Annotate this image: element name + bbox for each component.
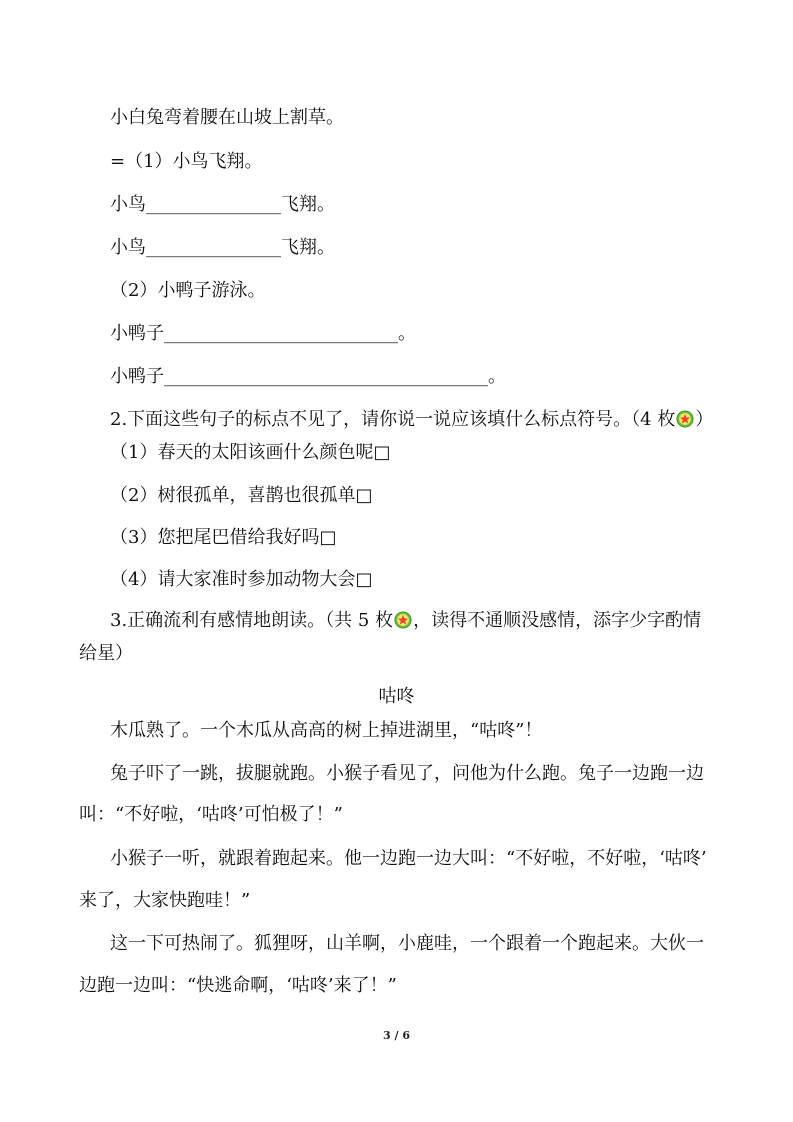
text-line: 小白兔弯着腰在山坡上割草。 [110, 107, 344, 128]
story-paragraph: 这一下可热闹了。狐狸呀，山羊啊，小鹿哇，一个跟着一个跑起来。大伙一 [110, 933, 704, 954]
text-line: 小鸭子__________________________。 [110, 323, 416, 344]
story-paragraph-cont: 来了，大家快跑哇！” [79, 890, 251, 911]
star-badge-icon [394, 611, 412, 629]
question-2-item: （1）春天的太阳该画什么颜色呢□ [110, 442, 391, 463]
question-2-heading [110, 408, 713, 432]
story-paragraph: 木瓜熟了。一个木瓜从高高的树上掉进湖里，“咕咚”！ [110, 720, 543, 741]
story-paragraph-cont: 叫：“不好啦，‘咕咚’可怕极了！” [79, 804, 343, 825]
text-line: 小鸟_______________飞翔。 [110, 194, 335, 215]
question-2-item: （4）请大家准时参加动物大会□ [110, 569, 373, 590]
star-badge-icon [676, 410, 694, 428]
story-paragraph: 小猴子一听，就跟着跑起来。他一边跑一边大叫：“不好啦，不好啦，‘咕咚’ [110, 848, 707, 869]
question-3-line2: 给星） [79, 643, 133, 664]
question-3-text-cont: ，读得不通顺没感情，添字少字酌情 [413, 610, 702, 631]
story-title: 咕咚 [378, 686, 415, 707]
question-2-item: （3）您把尾巴借给我好吗□ [110, 527, 337, 548]
story-paragraph-cont: 边跑一边叫：“快逃命啊，‘咕咚’来了！” [79, 975, 397, 996]
story-paragraph: 兔子吓了一跳，拔腿就跑。小猴子看见了，问他为什么跑。兔子一边跑一边 [110, 763, 704, 784]
text-line: 小鸟_______________飞翔。 [110, 237, 335, 258]
question-2-item: （2）树很孤单，喜鹊也很孤单□ [110, 485, 373, 506]
text-line: 小鸭子____________________________________。 [110, 366, 506, 387]
question-3-heading [110, 609, 701, 633]
question-3-text: 3.正确流利有感情地朗读。（共 5 枚 [110, 610, 394, 631]
page-number: 3 / 6 [383, 1029, 410, 1042]
question-2-text: 2.下面这些句子的标点不见了，请你说一说应该填什么标点符号。（4 枚 [110, 409, 676, 430]
text-line: （2）小鸭子游泳。 [110, 280, 266, 301]
question-2-close: ） [695, 409, 714, 430]
text-line: =（1）小鸟飞翔。 [110, 151, 263, 172]
